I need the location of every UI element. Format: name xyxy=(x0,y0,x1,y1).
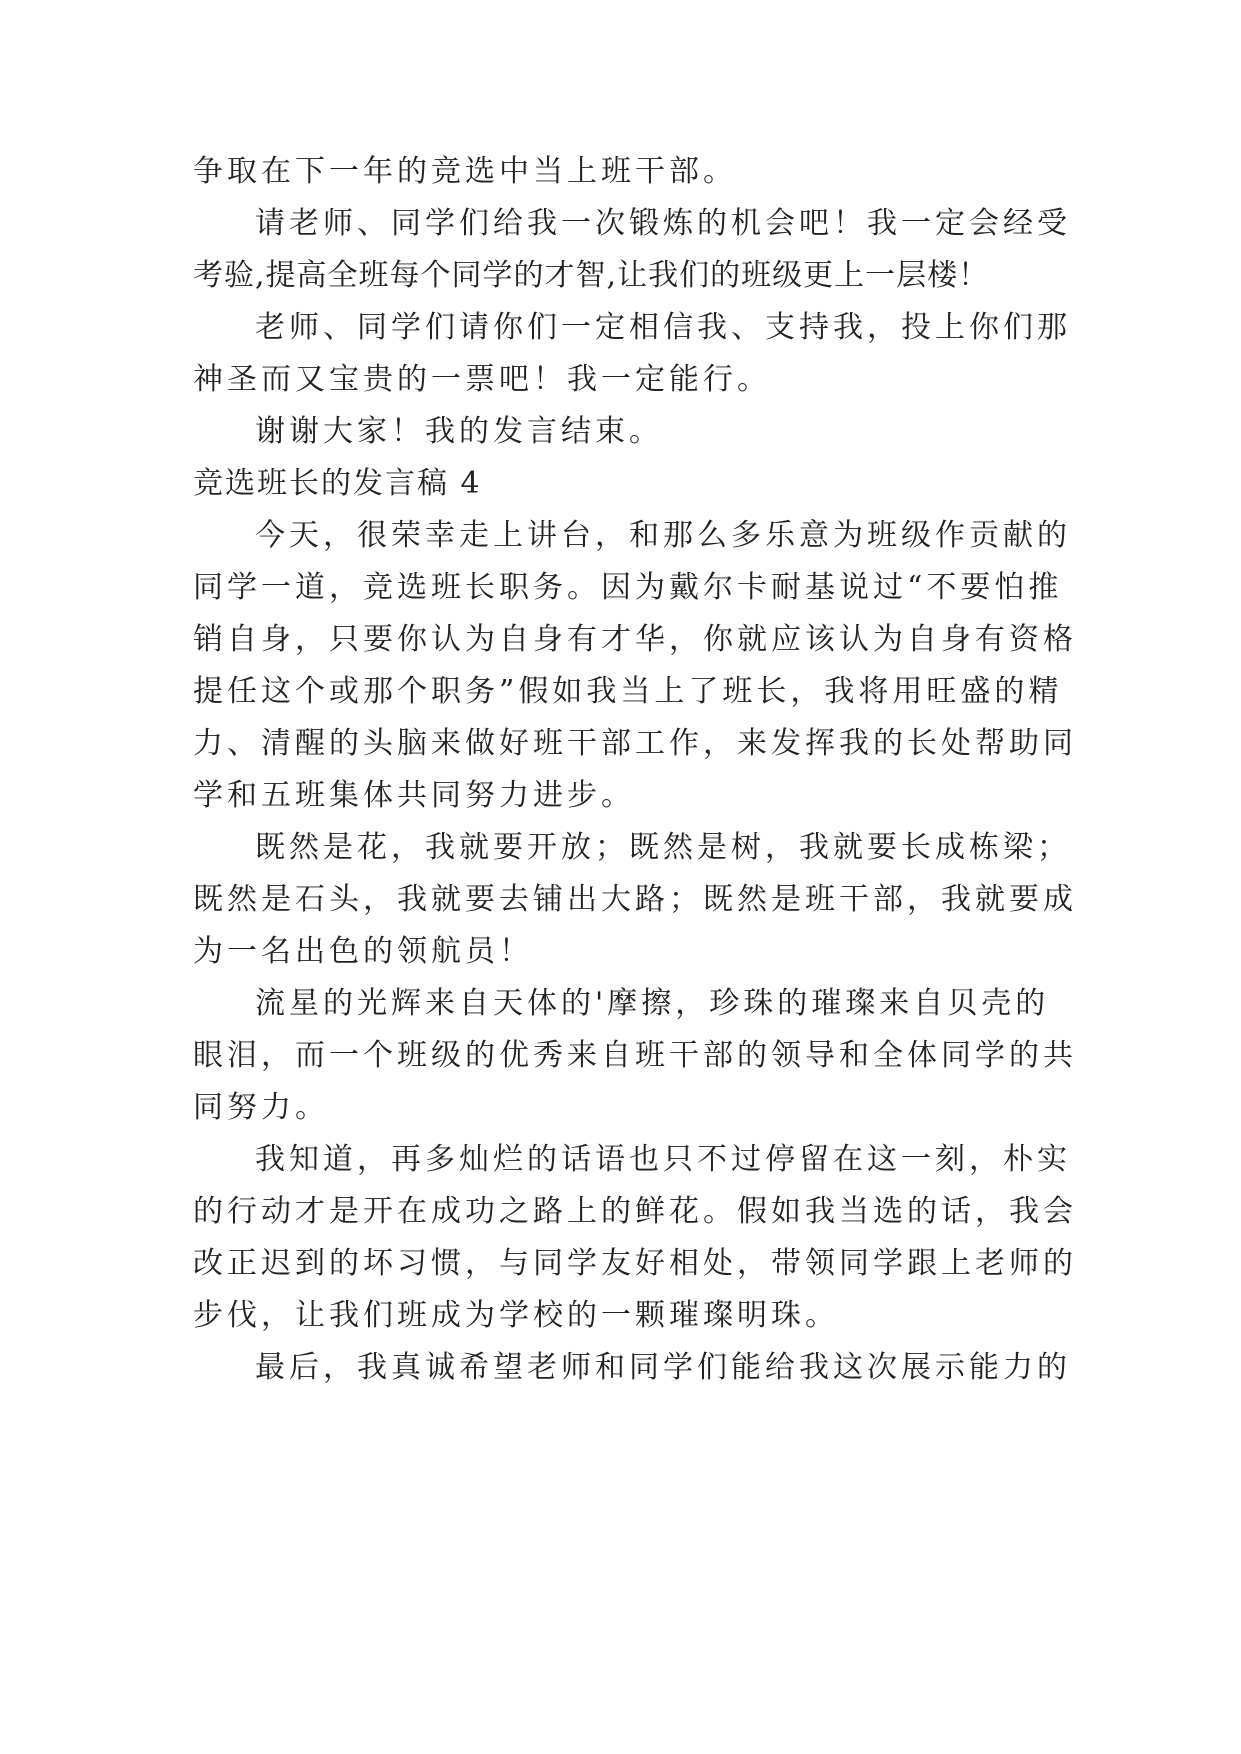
text-line: 既然是石头，我就要去铺出大路；既然是班干部，我就要成 xyxy=(193,882,1077,917)
text-line: 既然是花，我就要开放；既然是树，我就要长成栋梁； xyxy=(255,830,1071,865)
text-line: 力、清醒的头脑来做好班干部工作，来发挥我的长处帮助同 xyxy=(193,726,1077,761)
section-heading: 竞选班长的发言稿 4 xyxy=(193,466,482,501)
text-line: 神圣而又宝贵的一票吧！我一定能行。 xyxy=(193,362,771,397)
text-line: 同努力。 xyxy=(193,1090,329,1125)
text-line: 为一名出色的领航员！ xyxy=(193,934,533,969)
text-line: 眼泪，而一个班级的优秀来自班干部的领导和全体同学的共 xyxy=(193,1038,1077,1073)
text-line: 老师、同学们请你们一定相信我、支持我，投上你们那 xyxy=(255,310,1071,345)
text-line: 的行动才是开在成功之路上的鲜花。假如我当选的话，我会 xyxy=(193,1194,1077,1229)
text-line: 学和五班集体共同努力进步。 xyxy=(193,778,635,813)
text-line: 谢谢大家！我的发言结束。 xyxy=(255,414,663,449)
text-line: 最后，我真诚希望老师和同学们能给我这次展示能力的 xyxy=(255,1350,1071,1385)
text-line: 今天，很荣幸走上讲台，和那么多乐意为班级作贡献的 xyxy=(255,518,1071,553)
text-line: 流星的光辉来自天体的'摩擦，珍珠的璀璨来自贝壳的 xyxy=(255,986,1050,1021)
text-line: 销自身，只要你认为自身有才华，你就应该认为自身有资格 xyxy=(193,622,1077,657)
text-line: 提任这个或那个职务”假如我当上了班长，我将用旺盛的精 xyxy=(193,674,1063,709)
text-line: 请老师、同学们给我一次锻炼的机会吧！我一定会经受 xyxy=(255,206,1071,241)
text-line: 同学一道，竞选班长职务。因为戴尔卡耐基说过“不要怕推 xyxy=(193,570,1063,605)
text-line: 争取在下一年的竞选中当上班干部。 xyxy=(193,154,737,189)
text-line: 步伐，让我们班成为学校的一颗璀璨明珠。 xyxy=(193,1298,839,1333)
text-line: 改正迟到的坏习惯，与同学友好相处，带领同学跟上老师的 xyxy=(193,1246,1077,1281)
text-line: 我知道，再多灿烂的话语也只不过停留在这一刻，朴实 xyxy=(255,1142,1071,1177)
text-line: 考验,提高全班每个同学的才智,让我们的班级更上一层楼！ xyxy=(193,258,990,293)
